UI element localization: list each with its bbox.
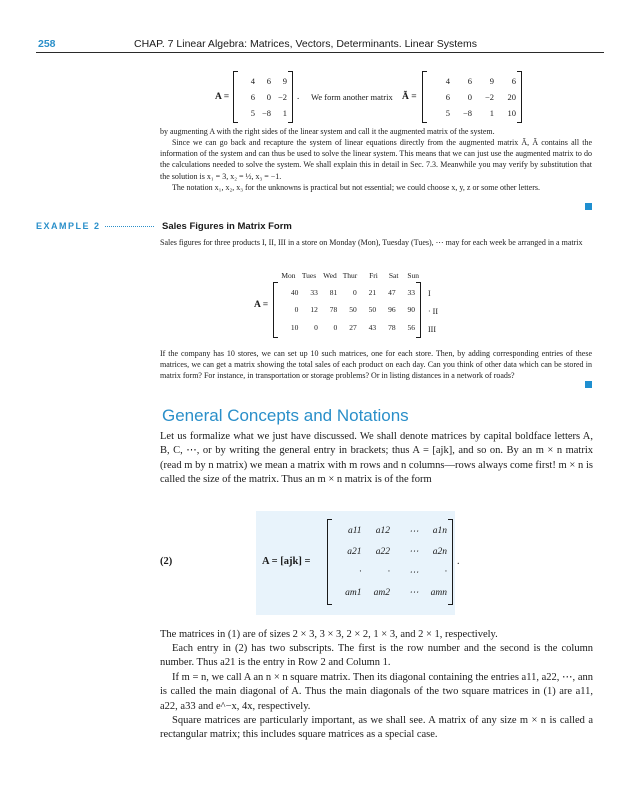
matrix-cell: 1 [282, 108, 287, 118]
matrix-cell: 9 [489, 76, 494, 86]
matrix-cell: 33 [310, 288, 318, 298]
list-item: · II [428, 306, 438, 316]
matrix-cell: 6 [266, 76, 271, 86]
matrix-cell: 5 [250, 108, 255, 118]
matrix-cell: 6 [467, 76, 472, 86]
matrix-cell: 78 [388, 322, 396, 332]
middle-text: We form another matrix [311, 92, 393, 102]
matrix-cell: 6 [250, 92, 255, 102]
matrix-cell: 10 [507, 108, 516, 118]
section-para: Let us formalize what we just have discussed. We shall denote matrices by capital boldface letters A, B, C, ⋯, or by writing the general entry in brackets; thus A = [ajk], and so on. By an m × n matrix (read m by n matrix) we mean a matrix with m rows and n columns—rows always come first! m × n is called the size of the matrix. Thus an m × n matrix is of the form [160, 431, 593, 485]
matrix-cell: 40 [290, 288, 299, 298]
matrix-cell: 81 [329, 288, 338, 298]
sales-matrix [273, 282, 421, 338]
matrix-cell: 50 [349, 305, 357, 315]
matrix-cell: −8 [462, 108, 472, 118]
matrix-cell: 50 [368, 305, 377, 315]
para-sizes: The matrices in (1) are of sizes 2 × 3, 3 × 3, 2 × 2, 1 × 3, and 2 × 1, respectively. [160, 629, 498, 640]
example-title: Sales Figures in Matrix Form [162, 221, 292, 232]
matrix-cell: 0 [314, 322, 318, 332]
sales-matrix-label: A = [254, 300, 269, 310]
matrix-cell: 0 [266, 92, 271, 102]
matrix-cell: · [387, 567, 390, 578]
list-item: Sat [388, 271, 399, 280]
end-of-example-square-icon [585, 203, 592, 210]
matrix-cell: 4 [445, 76, 450, 86]
matrix-cell: ⋯ [409, 567, 419, 578]
matrix-a-label: A = [215, 92, 230, 102]
list-item: Wed [323, 271, 337, 280]
example-intro: Sales figures for three products I, II, III in a store on Monday (Mon), Tuesday (Tues), ⋯ may for each week be arranged in a matrix [160, 238, 583, 247]
matrix-cell: 78 [329, 305, 338, 315]
matrix-cell: 0 [294, 305, 299, 315]
matrix-cell: a21 [347, 546, 362, 557]
matrix-cell: 0 [467, 92, 472, 102]
matrix-atilde-label: Ã = [402, 92, 417, 102]
matrix-cell: 10 [290, 322, 299, 332]
matrix-cell: 56 [407, 322, 415, 332]
header-rule [36, 52, 604, 53]
day-headers [275, 271, 419, 280]
list-item: I [428, 288, 431, 298]
matrix-cell: 96 [388, 305, 396, 315]
matrix-cell: 9 [282, 76, 287, 86]
matrix-cell: 90 [407, 305, 415, 315]
matrix-cell: a12 [375, 526, 390, 537]
matrix-cell: −2 [277, 92, 287, 102]
matrix-atilde-entries [428, 73, 516, 121]
matrix-cell: 1 [489, 108, 494, 118]
para-recapture: Since we can go back and recapture the system of linear equations directly from the augmented matrix Ã, Ã contains all the information of the system and can thus be used to solve the linear system. This means that we can just use the augmented matrix to do the calculations needed to solve the system. We shall explain this in detail in Sec. 7.3. Meanwhile you may verify by substitution that the solution is x₁ = 3, x₂ = ½, x₃ = −1. [160, 138, 592, 181]
para-subscripts: Each entry in (2) has two subscripts. The first is the row number and the second is the column number. Thus a21 is the entry in Row 2 and Column 1. [160, 643, 593, 669]
matrix-cell: −2 [484, 92, 494, 102]
list-item: Sun [407, 271, 419, 280]
example-label: EXAMPLE 2 [36, 221, 105, 231]
matrix-cell: 0 [333, 322, 338, 332]
matrix-cell: −8 [261, 108, 271, 118]
para-notation: The notation x₁, x₂, x₃ for the unknowns is practical but not essential; we could choose x, y, z or some other letters. [172, 183, 540, 192]
example-closing: If the company has 10 stores, we can set up 10 such matrices, one for each store. Then, by adding corresponding entries of these matrices, we can get a matrix showing the total sales of each product on each day. Can you think of other data which can be stored in matrix form? For instance, in transportation or storage problems? Or in listing distances in a network of roads? [160, 349, 592, 381]
matrix-cell: 27 [349, 322, 357, 332]
list-item: III [428, 324, 436, 334]
matrix-cell: a22 [375, 546, 390, 557]
list-item: Fri [369, 271, 378, 280]
matrix-cell: 47 [388, 288, 396, 298]
matrix-cell: ⋯ [409, 588, 419, 599]
matrix-cell: · [359, 567, 362, 578]
general-matrix-lhs: A = [ajk] = [262, 556, 311, 567]
sales-matrix-entries [279, 284, 415, 336]
matrix-a-entries [239, 73, 287, 121]
general-matrix-entries [333, 521, 447, 603]
matrix-cell: 6 [511, 76, 516, 86]
end-of-example2-square-icon [585, 381, 592, 388]
equation-number: (2) [160, 556, 173, 567]
matrix-cell: 0 [352, 288, 357, 298]
matrix-cell: 43 [368, 322, 377, 332]
matrix-cell: 20 [507, 92, 516, 102]
matrix-cell: 4 [250, 76, 255, 86]
matrix-cell: · [444, 567, 447, 578]
matrix-cell: 6 [445, 92, 450, 102]
matrix-a-period: . [297, 91, 300, 101]
para-augmented: by augmenting A with the right sides of the linear system and call it the augmented matrix of the system. [160, 127, 495, 136]
matrix-a [233, 71, 293, 123]
matrix-atilde [422, 71, 522, 123]
para-rectangular: Square matrices are particularly important, as we shall see. A matrix of any size m × n is called a rectangular matrix; this includes square matrices as a special case. [160, 715, 593, 741]
matrix-cell: a1n [432, 526, 447, 537]
product-row-labels [428, 284, 438, 338]
section-title: General Concepts and Notations [162, 406, 409, 425]
matrix-cell: 12 [310, 305, 318, 315]
matrix-cell: a11 [347, 526, 362, 537]
matrix-cell: am1 [345, 587, 362, 598]
para-square-matrix: If m = n, we call A an n × n square matrix. Then its diagonal containing the entries a11, a22, ⋯, ann is called the main diagonal of A. Thus the main diagonals of the two square matrices in (1) are a11, a22, a33 and e^−x, 4x, respectively. [160, 672, 593, 712]
list-item: Mon [281, 271, 296, 280]
matrix-cell: am2 [373, 587, 390, 598]
matrix-cell: 21 [368, 288, 377, 298]
list-item: Thur [342, 271, 358, 280]
matrix-cell: 5 [445, 108, 450, 118]
general-matrix [327, 519, 453, 605]
matrix-cell: 33 [407, 288, 415, 298]
page-number: 258 [38, 38, 56, 50]
chapter-title: CHAP. 7 Linear Algebra: Matrices, Vectors, Determinants. Linear Systems [134, 38, 477, 50]
matrix-cell: a2n [432, 546, 447, 557]
general-matrix-period: . [457, 556, 460, 567]
list-item: Tues [301, 271, 317, 280]
matrix-cell: ⋯ [409, 547, 419, 558]
matrix-cell: amn [430, 587, 447, 598]
matrix-cell: ⋯ [409, 526, 419, 537]
